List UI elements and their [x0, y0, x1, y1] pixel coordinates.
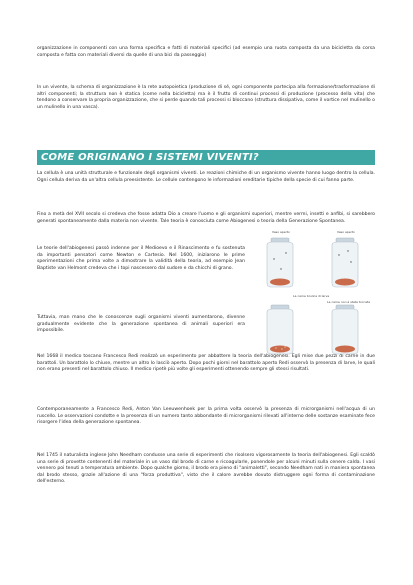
paragraph-8: Contemporaneamente a Francesco Redi, Anton Van Leeuwenhoek per la prima volta osservò la presenza di microrganismi nell'acqua di un ruscello. Le osservazioni condotte e la presenza di un numero tanto abbondante di microrganismi rilevati all'interno delle sostanze esaminate fece risorgere l'idea della generazione spontanea.	[37, 407, 375, 425]
section-heading-text: COME ORIGINANO I SISTEMI VIVENTI?	[41, 152, 259, 163]
label-bottom-right: La carne non è stata toccata	[327, 300, 370, 304]
label-bottom-left: La carne brulica di larve	[293, 294, 330, 298]
paragraph-3: La cellula è una unità strutturale e funzionale degli organismi viventi. Le reazioni chimiche di un organismo vivente hanno luogo dentro la cellula. Ogni cellula deriva da un'altra cellula preesistente. Le cellule contengono le informazioni ereditarie tipiche della specie di cui fanno parte.	[37, 171, 375, 183]
label-top-right: Vaso aperto	[337, 230, 355, 234]
paragraph-6: Tuttavia, man mano che le conoscenze sugli organismi viventi aumentarono, divenne gradualmente evidente che la generazione spontanea di animali superiori era impossibile.	[37, 315, 245, 333]
jar-bottom-right	[332, 305, 358, 354]
jar-open-top-left	[267, 238, 293, 287]
section-heading	[37, 150, 375, 165]
paragraph-5: Le teorie dell'abiogenesi passò indenne per il Medioevo e il Rinascimento e fu sostenuta da importanti pensatori come Newton e Cartesio. Nel 1600, iniziarono le prime sperimentazioni che prima volte a dimostrare la validità della teoria, ad esempio Jean Baptiste van Helmont credeva che i topi nascessero dal sudore e da chicchi di grano.	[37, 246, 245, 271]
paragraph-1: organizzazione in componenti con una forma specifica e fatti di materiali specifici (ad esempio una ruota composta da una bicicletta da corsa composta e fatta con materiali diversi da quelle di una bici da passeggio)	[37, 46, 375, 58]
paragraph-7: Nel 1668 il medico toscano Francesco Redi realizzò un esperimento per abbattere la teoria dell'abiogenesi. Egli mise due pezzi di carne in due barattoli. Un barattolo lo chiuse, mentre un altro lo lasciò aperto. Dopo pochi giorni nel barattolo aperto Redi osservò la presenza di larve, le quali non erano presenti nel barattolo chiuso. Il medico ripetè più volte gli esperimenti ottenendo sempre gli stessi risultati.	[37, 354, 375, 372]
paragraph-9: Nel 1745 il naturalista inglese John Needham condusse una serie di esperimenti che risolsero vigorosamente la teoria dell'abiogenesi. Egli scaldò una serie di provette contenenti del materiale in un vaso dal brodo di carne e ricoagularle, ponendole per alcuni minuti sulla cenere calda. I vasi vennero poi tenuti a temperatura ambiente. Dopo qualche giorno, il brodo era pieno di "animaletti", secondo Needham nati in maniera spontanea dal brodo stesso, grazie all'azione di una "forza produttiva", visto che il calore avrebbe dovuto distruggere ogni forma di contaminazione dell'esterno.	[37, 453, 375, 484]
jar-bottom-left	[267, 305, 293, 354]
jar-open-top-right	[332, 238, 358, 287]
paragraph-4: Fino a metà del XVII secolo si credeva che fosse adatta Dio a creare l'uomo e gli organismi superiori, mentre vermi, insetti e anfibi, si sarebbero generati spontaneamente dalla materia non vivente. Tale teoria è conosciuta come Abiogenesi o teoria della Generazione Spontanea.	[37, 212, 375, 224]
paragraph-2: In un vivente, la schema di organizzazione è la rete autopoietica (produzione di sé, ogni componente partecipa alla formazione/trasformazione di altri componenti; la struttura non è statica (come nella bicicletta) ma è il frutto di continui processi di produzione (processo della vita) che tendono a conservare la propria organizzazione, che si perde quando tali processi si bloccano (struttura dissipativa, come il vortice nel mulinello o un mulinello in una vasca).	[37, 85, 375, 110]
redi-experiment-illustration	[253, 229, 378, 359]
label-top-left: Vaso aperto	[272, 230, 290, 234]
